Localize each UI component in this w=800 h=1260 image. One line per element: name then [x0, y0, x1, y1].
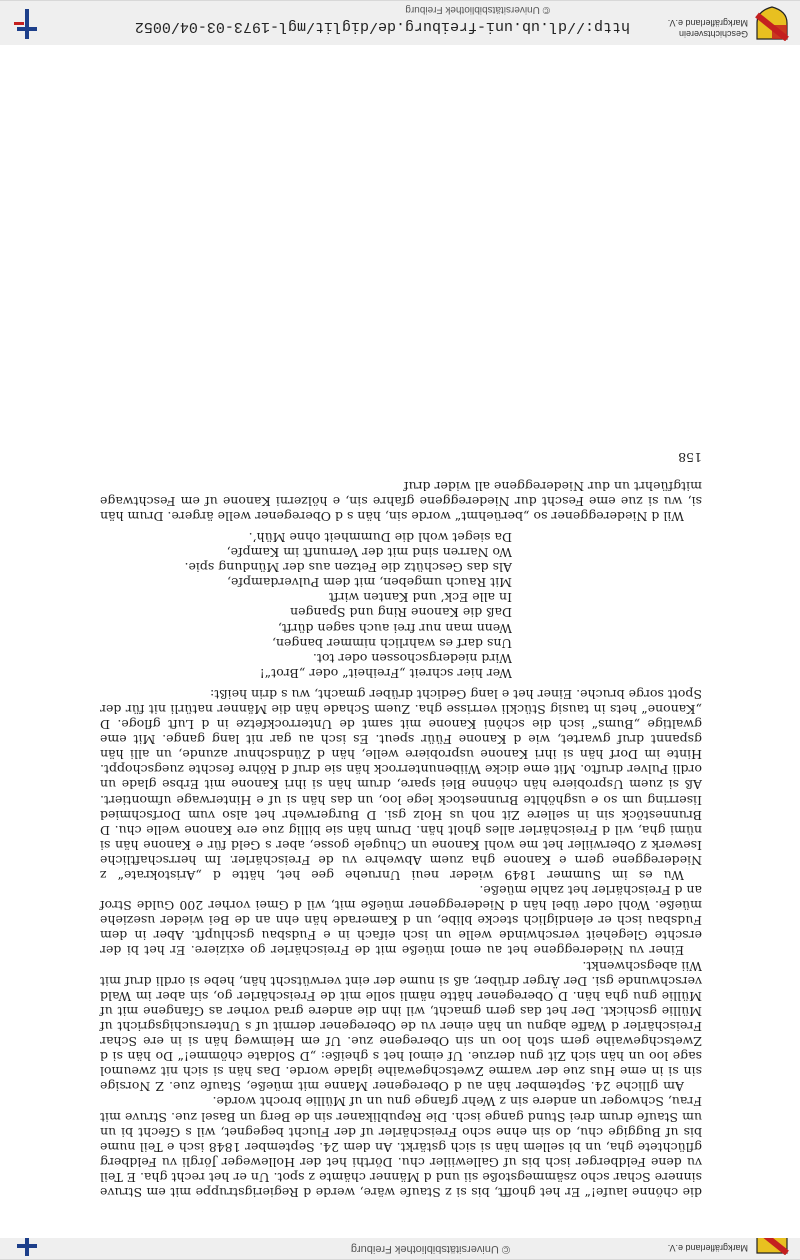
- society-crest-icon: [754, 1238, 790, 1255]
- scanned-page: [100, 150, 702, 1200]
- viewer-header: [0, 0, 800, 45]
- poem-line: Wer hier schreit „Freiheit“ oder „Brot“!: [259, 665, 512, 681]
- paragraph-fuchsbau: Einer vu Niedereggene het au emol müeße mit de Freischärler go exiziere. Er het bi der erschte Glegeheit verschwinde welle un isch eifach in e Fudsbau gschlupft. Aber in dem Fudsbau isch er elendiglich stecke blibe, un d Kamerade hän ehn an de Bei wieder useziehe müeße. Wohl oder übel hän d Niedereggener müeße mit, wil d Gmei vorher 200 Gulde Strof an d Freischärler het zahle müeße.: [100, 883, 702, 959]
- page-number: 158: [678, 449, 702, 465]
- library-copyright: © Universitätsbibliothek Freiburg: [405, 4, 550, 15]
- poem-line: Als das Geschütz die Fetzen aus der Mündung spie.: [184, 560, 512, 576]
- paragraph-september: Am glliche 24. September hän au d Oberegener Manne mit müeße, Staufe zue. Z Norsige sin si in eme Hus zue der warme Zwetschgewaihe iglade worde. Das hän si sich nit zweumol sage loo un hän sich Zit gnu derzue. Uf eimol het s gheiße: „D Soldate chömme!“ Do hän si d Zwetschgewaihe gern stoh loo un sin Oberegene zue. Uf em Heimweg hän si in ere Schar Freischärler d Waffe abgnu un hän einer vu de Oberegener dermit uf s Untersuchigsgricht uf Müllie gschickt. Der het das gern gmacht, wil ihn die andere grad vorher as Gfangene mit uf Müllie gnu gha hän. D Oberegener hätte nämli solle mit de Freischärler go, sin aber im Wald verschwunde gsi. Der Ärger drüber, aß si nume der eint verwütscht hän, hebe si ordli druf mit Wii abegschwenkt.: [100, 958, 702, 1095]
- society-name: [638, 17, 748, 39]
- society-name-line1: Geschichtsverein: [678, 29, 748, 39]
- poem-line: In alle Eck’ und Kanten wirft: [328, 590, 512, 606]
- poem-line: Uns darf es wahrlich nimmer bangen,: [271, 635, 512, 651]
- university-library-logo-icon: [12, 9, 42, 39]
- poem-line: Wird niedergschossen oder tot.: [312, 650, 512, 666]
- paragraph-kanone: Wu es im Summer 1849 wieder neui Unruehe gee het, hätte d „Aristokrate“ z Niedereggene gern e Kanone gha zuem Abwehre vu de Freischärler. Im herrschaftliche Isewerk z Oberwiiler het me wohl Kanone un Chugele gosse, aber s Geld für e Kanone hän si nümi gha, wil d Freischärler alles gholt hän. Drum hän sie billig zue ere Kanone welle chu. D Brunnestöck sin in sellere Zit noh us Holz gsi. D Burgerwehr het also vum Dorfschmied Iiserring um so e usghöhlte Brunnestock lege loo, un das hän si uf e Hinterwage ufmontiert. Aß si zuem Usprobiere hän chönne Blei spare, drum hän si ihri Kanone mit Erbse glade un ordli Pulver drufto. Mit eme dicke Wiibenunterrock hän sie druf d Röhre feschte zuegschoppt. Hinte im Dorf hän si ihri Kanone usprobiere welle, hän d Zündschnur azunde, un alli hän gspannt druf gwartet, wie d Kanone Füür speut. Es isch au gar nit lang gange. Mit eme gwaltige „Bums“ isch die schöni Kanone mit samt de Unterrockfetze in d Luft gfloge. D „Kanone“ hets in tausig Stückli verrisse gha. Zuem Schade hän die Männer natürli nit für der Spott sorge bruche. Einer het e lang Gedicht drüber gmacht, wu s drin heißt:: [100, 686, 702, 884]
- poem-line: Da sieget wohl die Dummheit ohne Müh’.: [248, 529, 512, 545]
- university-library-logo-icon: [12, 1238, 42, 1256]
- document-url-link[interactable]: http://dl.ub.uni-freiburg.de/diglit/mgl-1973-03-04/0052: [134, 18, 630, 35]
- viewer-footer: [0, 1238, 800, 1260]
- library-copyright: © Universitätsbibliothek Freiburg: [350, 1243, 510, 1255]
- paragraph-berueehmt: Wil d Niedereggener so „berüehmt“ worde sin, hän s d Oberegener welle ärgere. Drum hän si, wu si zue eme Fescht dur Niedereggene gfahre sin, e hölzerni Kanone uf em Feschtwage mitgfüehrt un dur Niedereggene all wider druf: [100, 478, 702, 524]
- society-name-line2: Markgräflerland e.V.: [667, 18, 748, 28]
- poem-line: Wo Narren sind mit der Vernunft im Kampfe,: [226, 545, 512, 561]
- poem: [100, 530, 512, 681]
- intro-paragraph: die chönne laufe!“ Er het ghofft, bis si z Staufe wäre, werde d Regierigstruppe mit em Struve sinnere Schar scho zsämmegstoße sii und d Männer chämte z spot. Un er het recht gha. E Teil vu dene Feldberger isch bis uf Gallewiiler chu. Dörthi het der Holleweger Jörgli vu Feldberg gflüchtete gha, un bi sellem hän si sich gstärkt. An dem 24. September 1848 isch e Teil nume bis uf Buggige chu, do sin ehne scho Freischärler uf der Flucht begegnet, wil s Gfecht bi un um Staufe drum drei Stund gange isch. Die Republikaner sin de Berg un Basel zue. Struve mit Frau, Schwoger un andere sin z Wehr gfange gnu un uf Müllie brocht worde.: [100, 1094, 702, 1200]
- poem-line: Wenn man nur frei auch sagen dürft,: [277, 620, 512, 636]
- society-crest-icon: [754, 5, 790, 41]
- poem-line: Mit Rauch umgeben, mit dem Pulverdampfe,: [227, 575, 512, 591]
- poem-line: Daß die Kanone Ring und Spangen: [290, 605, 512, 621]
- society-name: Markgräflerland e.V.: [667, 1243, 748, 1253]
